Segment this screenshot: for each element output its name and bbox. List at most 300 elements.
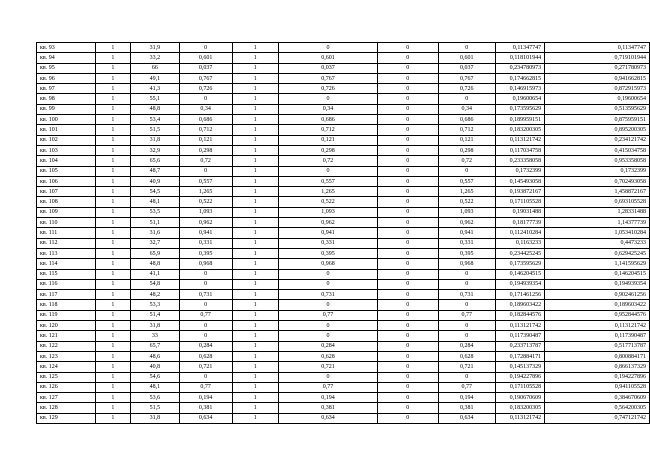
cell-value-d: 0,298 [438,145,495,155]
cell-value-d: 0,77 [438,382,495,392]
cell-share: 0,171105528 [495,197,544,207]
cell-total: 0,113121742 [545,321,650,331]
cell-area: 31,6 [130,228,179,238]
cell-area: 33 [130,331,179,341]
cell-apartment: кв. 111 [37,228,96,238]
cell-count: 1 [95,145,130,155]
cell-count: 1 [95,362,130,372]
cell-value-b: 0 [279,331,378,341]
cell-value-c: 0 [377,104,438,114]
cell-area: 33,2 [130,53,179,63]
cell-factor: 1 [232,63,278,73]
cell-share: 0,174662815 [495,73,544,83]
cell-total: 0,875959151 [545,115,650,125]
cell-value-d: 0,557 [438,176,495,186]
cell-value-b: 0 [279,166,378,176]
cell-value-d: 0 [438,94,495,104]
cell-apartment: кв. 114 [37,259,96,269]
cell-area: 41,3 [130,84,179,94]
cell-area: 53,6 [130,393,179,403]
cell-value-d: 0,522 [438,197,495,207]
cell-value-c: 0 [377,351,438,361]
cell-factor: 1 [232,145,278,155]
cell-value-a: 0 [179,269,232,279]
cell-apartment: кв. 109 [37,207,96,217]
table-row [37,290,650,300]
cell-share: 0,146915973 [495,84,544,94]
cell-value-d: 0,037 [438,63,495,73]
cell-value-d: 0,331 [438,238,495,248]
cell-total: 0,384670609 [545,393,650,403]
cell-total: 1,28331488 [545,207,650,217]
cell-factor: 1 [232,228,278,238]
cell-area: 40,9 [130,176,179,186]
cell-count: 1 [95,269,130,279]
cell-area: 55,1 [130,94,179,104]
cell-apartment: кв. 105 [37,166,96,176]
cell-total: 0,117390487 [545,331,650,341]
cell-value-c: 0 [377,269,438,279]
table-body [37,43,650,424]
cell-share: 0,173595629 [495,104,544,114]
cell-apartment: кв. 121 [37,331,96,341]
cell-value-a: 0 [179,94,232,104]
cell-share: 0,145137329 [495,362,544,372]
cell-value-b: 0 [279,279,378,289]
cell-total: 0,11347747 [545,43,650,53]
cell-total: 0,702493058 [545,176,650,186]
cell-value-c: 0 [377,125,438,135]
cell-value-b: 0,522 [279,197,378,207]
cell-apartment: кв. 120 [37,321,96,331]
cell-factor: 1 [232,331,278,341]
cell-count: 1 [95,259,130,269]
cell-value-a: 0,77 [179,382,232,392]
cell-apartment: кв. 123 [37,351,96,361]
cell-factor: 1 [232,166,278,176]
table-row [37,279,650,289]
cell-value-c: 0 [377,115,438,125]
cell-total: 0,517713787 [545,341,650,351]
cell-apartment: кв. 129 [37,413,96,423]
cell-factor: 1 [232,104,278,114]
cell-value-b: 0,037 [279,63,378,73]
cell-value-b: 0,298 [279,145,378,155]
cell-value-a: 0,601 [179,53,232,63]
cell-value-d: 0,634 [438,413,495,423]
table-row [37,321,650,331]
cell-value-c: 0 [377,321,438,331]
table-row [37,269,650,279]
cell-value-a: 0,331 [179,238,232,248]
cell-apartment: кв. 100 [37,115,96,125]
cell-apartment: кв. 126 [37,382,96,392]
cell-apartment: кв. 106 [37,176,96,186]
cell-value-a: 0 [179,43,232,53]
cell-value-a: 0,381 [179,403,232,413]
cell-count: 1 [95,84,130,94]
cell-total: 0,4473233 [545,238,650,248]
cell-value-a: 0,121 [179,135,232,145]
cell-value-a: 0,726 [179,84,232,94]
cell-factor: 1 [232,197,278,207]
cell-value-a: 0,968 [179,259,232,269]
table-row [37,135,650,145]
cell-apartment: кв. 95 [37,63,96,73]
cell-apartment: кв. 119 [37,310,96,320]
cell-value-c: 0 [377,403,438,413]
cell-apartment: кв. 124 [37,362,96,372]
cell-value-d: 0,381 [438,403,495,413]
cell-total: 0,693105528 [545,197,650,207]
cell-value-a: 0,298 [179,145,232,155]
cell-value-c: 0 [377,94,438,104]
cell-value-d: 0 [438,43,495,53]
table-row [37,341,650,351]
cell-total: 0,629425245 [545,248,650,258]
cell-value-d: 1,265 [438,187,495,197]
cell-factor: 1 [232,382,278,392]
cell-share: 0,183200305 [495,403,544,413]
cell-area: 65,6 [130,156,179,166]
cell-value-d: 0,962 [438,218,495,228]
cell-value-d: 0,395 [438,248,495,258]
cell-value-a: 1,265 [179,187,232,197]
table-row [37,372,650,382]
cell-value-d: 0,968 [438,259,495,269]
cell-total: 0,146204515 [545,269,650,279]
cell-value-c: 0 [377,63,438,73]
cell-share: 0,113121742 [495,413,544,423]
table-row [37,156,650,166]
cell-value-c: 0 [377,53,438,63]
cell-value-b: 0 [279,300,378,310]
cell-factor: 1 [232,321,278,331]
cell-apartment: кв. 118 [37,300,96,310]
cell-count: 1 [95,53,130,63]
cell-value-b: 0,767 [279,73,378,83]
cell-value-b: 0,962 [279,218,378,228]
cell-value-d: 0 [438,331,495,341]
cell-count: 1 [95,331,130,341]
cell-count: 1 [95,197,130,207]
cell-share: 0,189959151 [495,115,544,125]
cell-value-b: 0,968 [279,259,378,269]
cell-share: 0,171461256 [495,290,544,300]
cell-factor: 1 [232,176,278,186]
cell-value-a: 0,962 [179,218,232,228]
cell-count: 1 [95,125,130,135]
cell-count: 1 [95,290,130,300]
cell-total: 0,234121742 [545,135,650,145]
cell-value-b: 0,34 [279,104,378,114]
cell-value-b: 0,601 [279,53,378,63]
cell-total: 0,513595629 [545,104,650,114]
cell-count: 1 [95,104,130,114]
cell-area: 32,9 [130,145,179,155]
cell-total: 0,800884171 [545,351,650,361]
cell-value-d: 0,77 [438,310,495,320]
table-row [37,207,650,217]
cell-factor: 1 [232,300,278,310]
cell-area: 51,1 [130,218,179,228]
cell-apartment: кв. 98 [37,94,96,104]
cell-count: 1 [95,207,130,217]
cell-value-a: 0,634 [179,413,232,423]
cell-count: 1 [95,156,130,166]
cell-share: 0,112410284 [495,228,544,238]
cell-value-d: 0,731 [438,290,495,300]
cell-factor: 1 [232,248,278,258]
cell-count: 1 [95,73,130,83]
table-row [37,403,650,413]
cell-value-a: 0,395 [179,248,232,258]
cell-total: 0,941105528 [545,382,650,392]
cell-share: 0,113121742 [495,321,544,331]
cell-count: 1 [95,413,130,423]
cell-area: 32,7 [130,238,179,248]
cell-value-d: 0,34 [438,104,495,114]
cell-area: 53,4 [130,115,179,125]
cell-value-a: 1,093 [179,207,232,217]
cell-value-a: 0,628 [179,351,232,361]
table-row [37,259,650,269]
cell-share: 0,146204515 [495,269,544,279]
cell-total: 0,564200305 [545,403,650,413]
cell-count: 1 [95,218,130,228]
table-row [37,145,650,155]
cell-value-b: 0 [279,94,378,104]
cell-value-a: 0,941 [179,228,232,238]
cell-total: 0,952844576 [545,310,650,320]
cell-area: 53,5 [130,207,179,217]
cell-factor: 1 [232,125,278,135]
cell-share: 0,145493058 [495,176,544,186]
cell-value-a: 0,34 [179,104,232,114]
cell-area: 48,2 [130,290,179,300]
cell-value-c: 0 [377,73,438,83]
cell-value-d: 0,72 [438,156,495,166]
table-row [37,176,650,186]
cell-value-b: 0 [279,43,378,53]
cell-apartment: кв. 103 [37,145,96,155]
cell-area: 65,9 [130,248,179,258]
table-row [37,84,650,94]
cell-value-b: 0,731 [279,290,378,300]
cell-value-c: 0 [377,84,438,94]
cell-total: 0,19600654 [545,94,650,104]
cell-total: 1,141595629 [545,259,650,269]
cell-apartment: кв. 125 [37,372,96,382]
cell-area: 48,1 [130,382,179,392]
cell-total: 0,194939354 [545,279,650,289]
cell-value-a: 0 [179,300,232,310]
cell-value-b: 0,77 [279,310,378,320]
cell-area: 65,7 [130,341,179,351]
cell-value-b: 0,381 [279,403,378,413]
cell-share: 0,183200305 [495,125,544,135]
cell-value-c: 0 [377,176,438,186]
cell-value-d: 0,121 [438,135,495,145]
cell-share: 0,1732399 [495,166,544,176]
cell-total: 0,895200305 [545,125,650,135]
cell-total: 0,189603422 [545,300,650,310]
table-row [37,166,650,176]
cell-value-c: 0 [377,259,438,269]
table-row [37,94,650,104]
cell-value-c: 0 [377,393,438,403]
cell-apartment: кв. 127 [37,393,96,403]
cell-value-b: 0,628 [279,351,378,361]
cell-value-c: 0 [377,382,438,392]
cell-factor: 1 [232,218,278,228]
cell-share: 0,234425245 [495,248,544,258]
cell-count: 1 [95,135,130,145]
cell-value-d: 0,726 [438,84,495,94]
cell-share: 0,194939354 [495,279,544,289]
cell-total: 0,747121742 [545,413,650,423]
cell-apartment: кв. 116 [37,279,96,289]
cell-apartment: кв. 128 [37,403,96,413]
cell-share: 0,193872167 [495,187,544,197]
cell-value-d: 0,767 [438,73,495,83]
cell-apartment: кв. 113 [37,248,96,258]
cell-value-d: 0,628 [438,351,495,361]
table-row [37,351,650,361]
cell-value-b: 0,395 [279,248,378,258]
cell-area: 48,8 [130,259,179,269]
cell-share: 0,19031488 [495,207,544,217]
cell-count: 1 [95,321,130,331]
table-row [37,104,650,114]
cell-factor: 1 [232,135,278,145]
cell-value-a: 0,767 [179,73,232,83]
table-row [37,125,650,135]
apartment-table [36,42,650,424]
cell-value-a: 0,731 [179,290,232,300]
cell-area: 31,8 [130,413,179,423]
cell-share: 0,233358058 [495,156,544,166]
cell-factor: 1 [232,53,278,63]
table-row [37,43,650,53]
cell-value-a: 0,77 [179,310,232,320]
cell-value-b: 0,121 [279,135,378,145]
table-row [37,300,650,310]
cell-value-d: 0,601 [438,53,495,63]
table-row [37,63,650,73]
cell-count: 1 [95,187,130,197]
cell-factor: 1 [232,187,278,197]
cell-total: 0,902461256 [545,290,650,300]
cell-value-c: 0 [377,331,438,341]
cell-value-d: 0 [438,372,495,382]
cell-total: 0,194227896 [545,372,650,382]
cell-factor: 1 [232,269,278,279]
cell-value-c: 0 [377,279,438,289]
cell-share: 0,234780973 [495,63,544,73]
cell-area: 48,8 [130,104,179,114]
cell-value-c: 0 [377,135,438,145]
table-row [37,362,650,372]
cell-apartment: кв. 122 [37,341,96,351]
cell-value-c: 0 [377,156,438,166]
cell-area: 66 [130,63,179,73]
cell-count: 1 [95,238,130,248]
cell-value-d: 0 [438,279,495,289]
cell-value-d: 1,093 [438,207,495,217]
cell-count: 1 [95,248,130,258]
cell-value-b: 0 [279,321,378,331]
cell-value-b: 0,686 [279,115,378,125]
cell-apartment: кв. 115 [37,269,96,279]
cell-value-c: 0 [377,166,438,176]
cell-value-b: 0,72 [279,156,378,166]
cell-value-a: 0,72 [179,156,232,166]
table-row [37,382,650,392]
cell-count: 1 [95,382,130,392]
cell-apartment: кв. 108 [37,197,96,207]
cell-factor: 1 [232,207,278,217]
cell-total: 1,458872167 [545,187,650,197]
cell-share: 0,173595629 [495,259,544,269]
cell-value-a: 0,522 [179,197,232,207]
cell-apartment: кв. 107 [37,187,96,197]
cell-factor: 1 [232,94,278,104]
cell-value-a: 0,194 [179,393,232,403]
cell-factor: 1 [232,362,278,372]
cell-share: 0,233713787 [495,341,544,351]
cell-factor: 1 [232,351,278,361]
cell-value-d: 0,194 [438,393,495,403]
cell-count: 1 [95,63,130,73]
cell-total: 1,053410284 [545,228,650,238]
cell-area: 40,8 [130,362,179,372]
cell-count: 1 [95,279,130,289]
cell-count: 1 [95,115,130,125]
cell-factor: 1 [232,310,278,320]
cell-value-c: 0 [377,310,438,320]
cell-area: 51,4 [130,310,179,320]
cell-value-a: 0 [179,166,232,176]
cell-value-a: 0 [179,372,232,382]
table-row [37,228,650,238]
cell-area: 31,9 [130,43,179,53]
cell-count: 1 [95,176,130,186]
cell-value-a: 0 [179,331,232,341]
cell-value-c: 0 [377,218,438,228]
cell-count: 1 [95,310,130,320]
cell-count: 1 [95,300,130,310]
cell-value-d: 0,721 [438,362,495,372]
cell-value-c: 0 [377,372,438,382]
cell-value-b: 0,331 [279,238,378,248]
cell-apartment: кв. 96 [37,73,96,83]
table-row [37,310,650,320]
cell-count: 1 [95,166,130,176]
cell-value-a: 0 [179,321,232,331]
cell-value-d: 0,712 [438,125,495,135]
cell-total: 0,872915973 [545,84,650,94]
cell-factor: 1 [232,279,278,289]
cell-value-d: 0 [438,269,495,279]
cell-total: 0,415034758 [545,145,650,155]
cell-value-c: 0 [377,362,438,372]
cell-area: 31,8 [130,321,179,331]
cell-share: 0,1163233 [495,238,544,248]
cell-value-b: 0,712 [279,125,378,135]
cell-total: 0,1732399 [545,166,650,176]
cell-value-b: 0 [279,269,378,279]
